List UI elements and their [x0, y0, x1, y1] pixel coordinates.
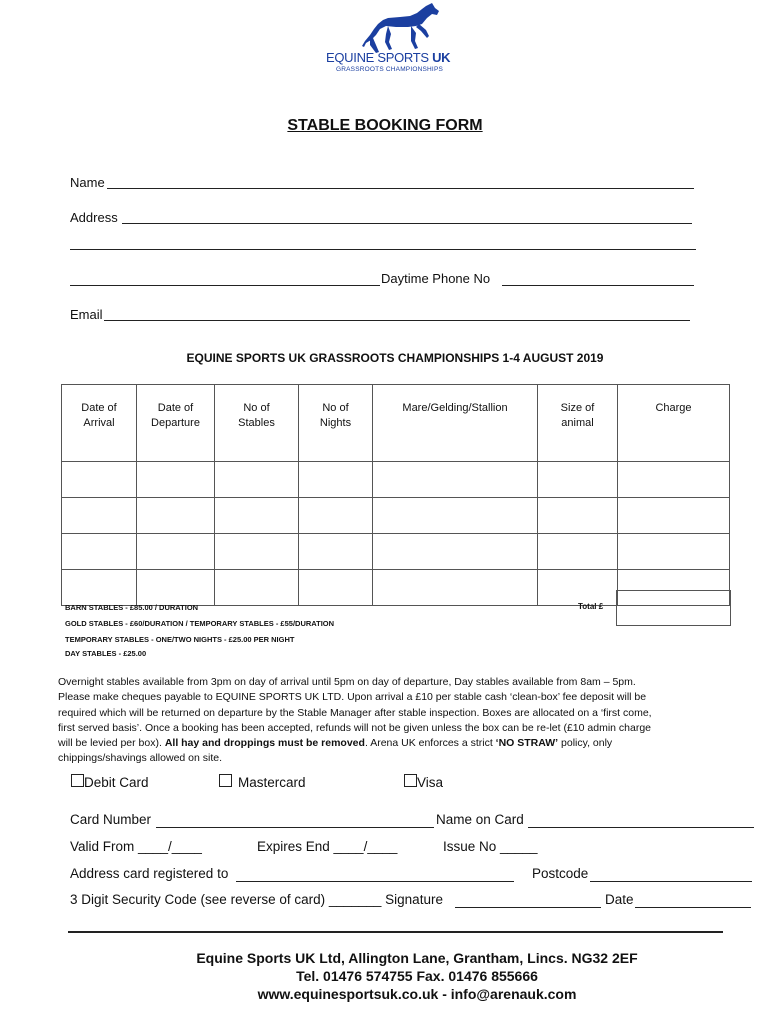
- column-header: Size of animal: [538, 385, 618, 462]
- address-card-label: Address card registered to: [70, 866, 229, 881]
- address-card-field[interactable]: [236, 881, 514, 882]
- table-cell[interactable]: [538, 570, 618, 606]
- championship-title: EQUINE SPORTS UK GRASSROOTS CHAMPIONSHIPS 1-4 AUGUST 2019: [186, 351, 604, 365]
- table-cell[interactable]: [62, 534, 137, 570]
- date-field[interactable]: [635, 907, 751, 908]
- address-label: Address: [70, 210, 118, 225]
- column-header: No of Stables: [215, 385, 299, 462]
- security-code-label: 3 Digit Security Code (see reverse of card) _______ Signature: [70, 892, 443, 907]
- table-cell[interactable]: [373, 498, 538, 534]
- table-cell[interactable]: [373, 462, 538, 498]
- date-label: Date: [605, 892, 634, 907]
- price-line: TEMPORARY STABLES - ONE/TWO NIGHTS - £25.00 PER NIGHT: [65, 635, 295, 644]
- card-number-label: Card Number: [70, 812, 152, 827]
- footer-contact[interactable]: www.equinesportsuk.co.uk - info@arenauk.com: [257, 986, 577, 1002]
- table-cell[interactable]: [215, 570, 299, 606]
- table-cell[interactable]: [137, 498, 215, 534]
- table-cell[interactable]: [618, 534, 730, 570]
- table-cell[interactable]: [618, 498, 730, 534]
- card-number-field[interactable]: [156, 827, 434, 828]
- table-cell[interactable]: [62, 570, 137, 606]
- table-cell[interactable]: [299, 462, 373, 498]
- terms-line: Please make cheques payable to EQUINE SPORTS UK LTD. Upon arrival a £10 per stable cash ‘clean-box’ fee deposit will be: [58, 691, 647, 704]
- price-line: GOLD STABLES - £60/DURATION / TEMPORARY STABLES - £55/DURATION: [65, 619, 335, 628]
- terms-line: will be levied per box). All hay and droppings must be removed. Arena UK enforces a strict ‘NO STRAW’ policy, only: [58, 737, 613, 750]
- address-field[interactable]: [122, 223, 692, 224]
- footer-address: Equine Sports UK Ltd, Allington Lane, Grantham, Lincs. NG32 2EF: [196, 950, 638, 966]
- table-header-row: [62, 385, 730, 462]
- table-cell[interactable]: [538, 498, 618, 534]
- table-cell[interactable]: [618, 462, 730, 498]
- column-header: Mare/Gelding/Stallion: [373, 385, 538, 462]
- table-cell[interactable]: [215, 462, 299, 498]
- phone-label: Daytime Phone No: [381, 271, 491, 286]
- table-cell[interactable]: [215, 498, 299, 534]
- table-row: [62, 498, 730, 534]
- signature-field[interactable]: [455, 907, 601, 908]
- footer-phone: Tel. 01476 574755 Fax. 01476 855666: [296, 968, 538, 984]
- valid-from-field[interactable]: Valid From ____/____: [70, 839, 202, 854]
- name-on-card-field[interactable]: [528, 827, 754, 828]
- price-line: BARN STABLES - £85.00 / DURATION: [65, 603, 199, 612]
- visa-option[interactable]: Visa: [404, 774, 443, 790]
- column-header: No of Nights: [299, 385, 373, 462]
- booking-table: [61, 384, 730, 606]
- mastercard-option[interactable]: Mastercard: [219, 774, 306, 790]
- table-cell[interactable]: [373, 570, 538, 606]
- table-cell[interactable]: [299, 498, 373, 534]
- logo-subtitle: GRASSROOTS CHAMPIONSHIPS: [336, 66, 444, 73]
- total-label: Total £: [578, 602, 604, 611]
- email-label: Email: [70, 307, 103, 322]
- address-field-line-3[interactable]: [70, 285, 380, 286]
- address-field-line-2[interactable]: [70, 249, 696, 250]
- table-cell[interactable]: [373, 534, 538, 570]
- postcode-label: Postcode: [532, 866, 589, 881]
- table-row: [62, 534, 730, 570]
- column-header: Charge: [618, 385, 730, 462]
- terms-line: Overnight stables available from 3pm on day of arrival until 5pm on day of departure, Day stables available from 8am – 5pm.: [58, 676, 636, 688]
- issue-number-field[interactable]: Issue No _____: [443, 839, 538, 854]
- email-field[interactable]: [104, 320, 690, 321]
- name-field[interactable]: [107, 188, 694, 189]
- debit-checkbox[interactable]: [71, 774, 84, 787]
- table-cell[interactable]: [137, 570, 215, 606]
- form-title: STABLE BOOKING FORM: [287, 117, 483, 134]
- debit-card-option[interactable]: Debit Card: [71, 774, 149, 790]
- mastercard-checkbox[interactable]: [219, 774, 232, 787]
- column-header: Date of Arrival: [62, 385, 137, 462]
- table-cell[interactable]: [299, 534, 373, 570]
- table-cell[interactable]: [299, 570, 373, 606]
- price-line: DAY STABLES - £25.00: [65, 649, 147, 658]
- postcode-field[interactable]: [590, 881, 752, 882]
- table-cell[interactable]: [538, 462, 618, 498]
- table-cell[interactable]: [215, 534, 299, 570]
- phone-field[interactable]: [502, 285, 694, 286]
- column-header: Date of Departure: [137, 385, 215, 462]
- table-cell[interactable]: [137, 534, 215, 570]
- name-on-card-label: Name on Card: [436, 812, 524, 827]
- expires-field[interactable]: Expires End ____/____: [257, 839, 398, 854]
- terms-line: required which will be returned on departure by the Stable Manager after stable inspection. Boxes are allocated on a ‘first come,: [58, 706, 652, 719]
- terms-line: chippings/shavings allowed on site.: [58, 752, 223, 765]
- logo-wordmark: EQUINE SPORTS UK: [326, 50, 451, 65]
- table-cell[interactable]: [137, 462, 215, 498]
- footer-divider: [68, 931, 723, 933]
- table-cell[interactable]: [62, 462, 137, 498]
- table-cell[interactable]: [62, 498, 137, 534]
- horse-logo-icon: [356, 2, 440, 54]
- visa-checkbox[interactable]: [404, 774, 417, 787]
- total-field[interactable]: [616, 590, 731, 626]
- name-label: Name: [70, 175, 105, 190]
- table-row: [62, 462, 730, 498]
- terms-line: first served basis’. Once a booking has been accepted, refunds will not be given unless the box can be re-let (£10 admin charge: [58, 721, 652, 734]
- table-cell[interactable]: [538, 534, 618, 570]
- terms-paragraph: [58, 675, 738, 767]
